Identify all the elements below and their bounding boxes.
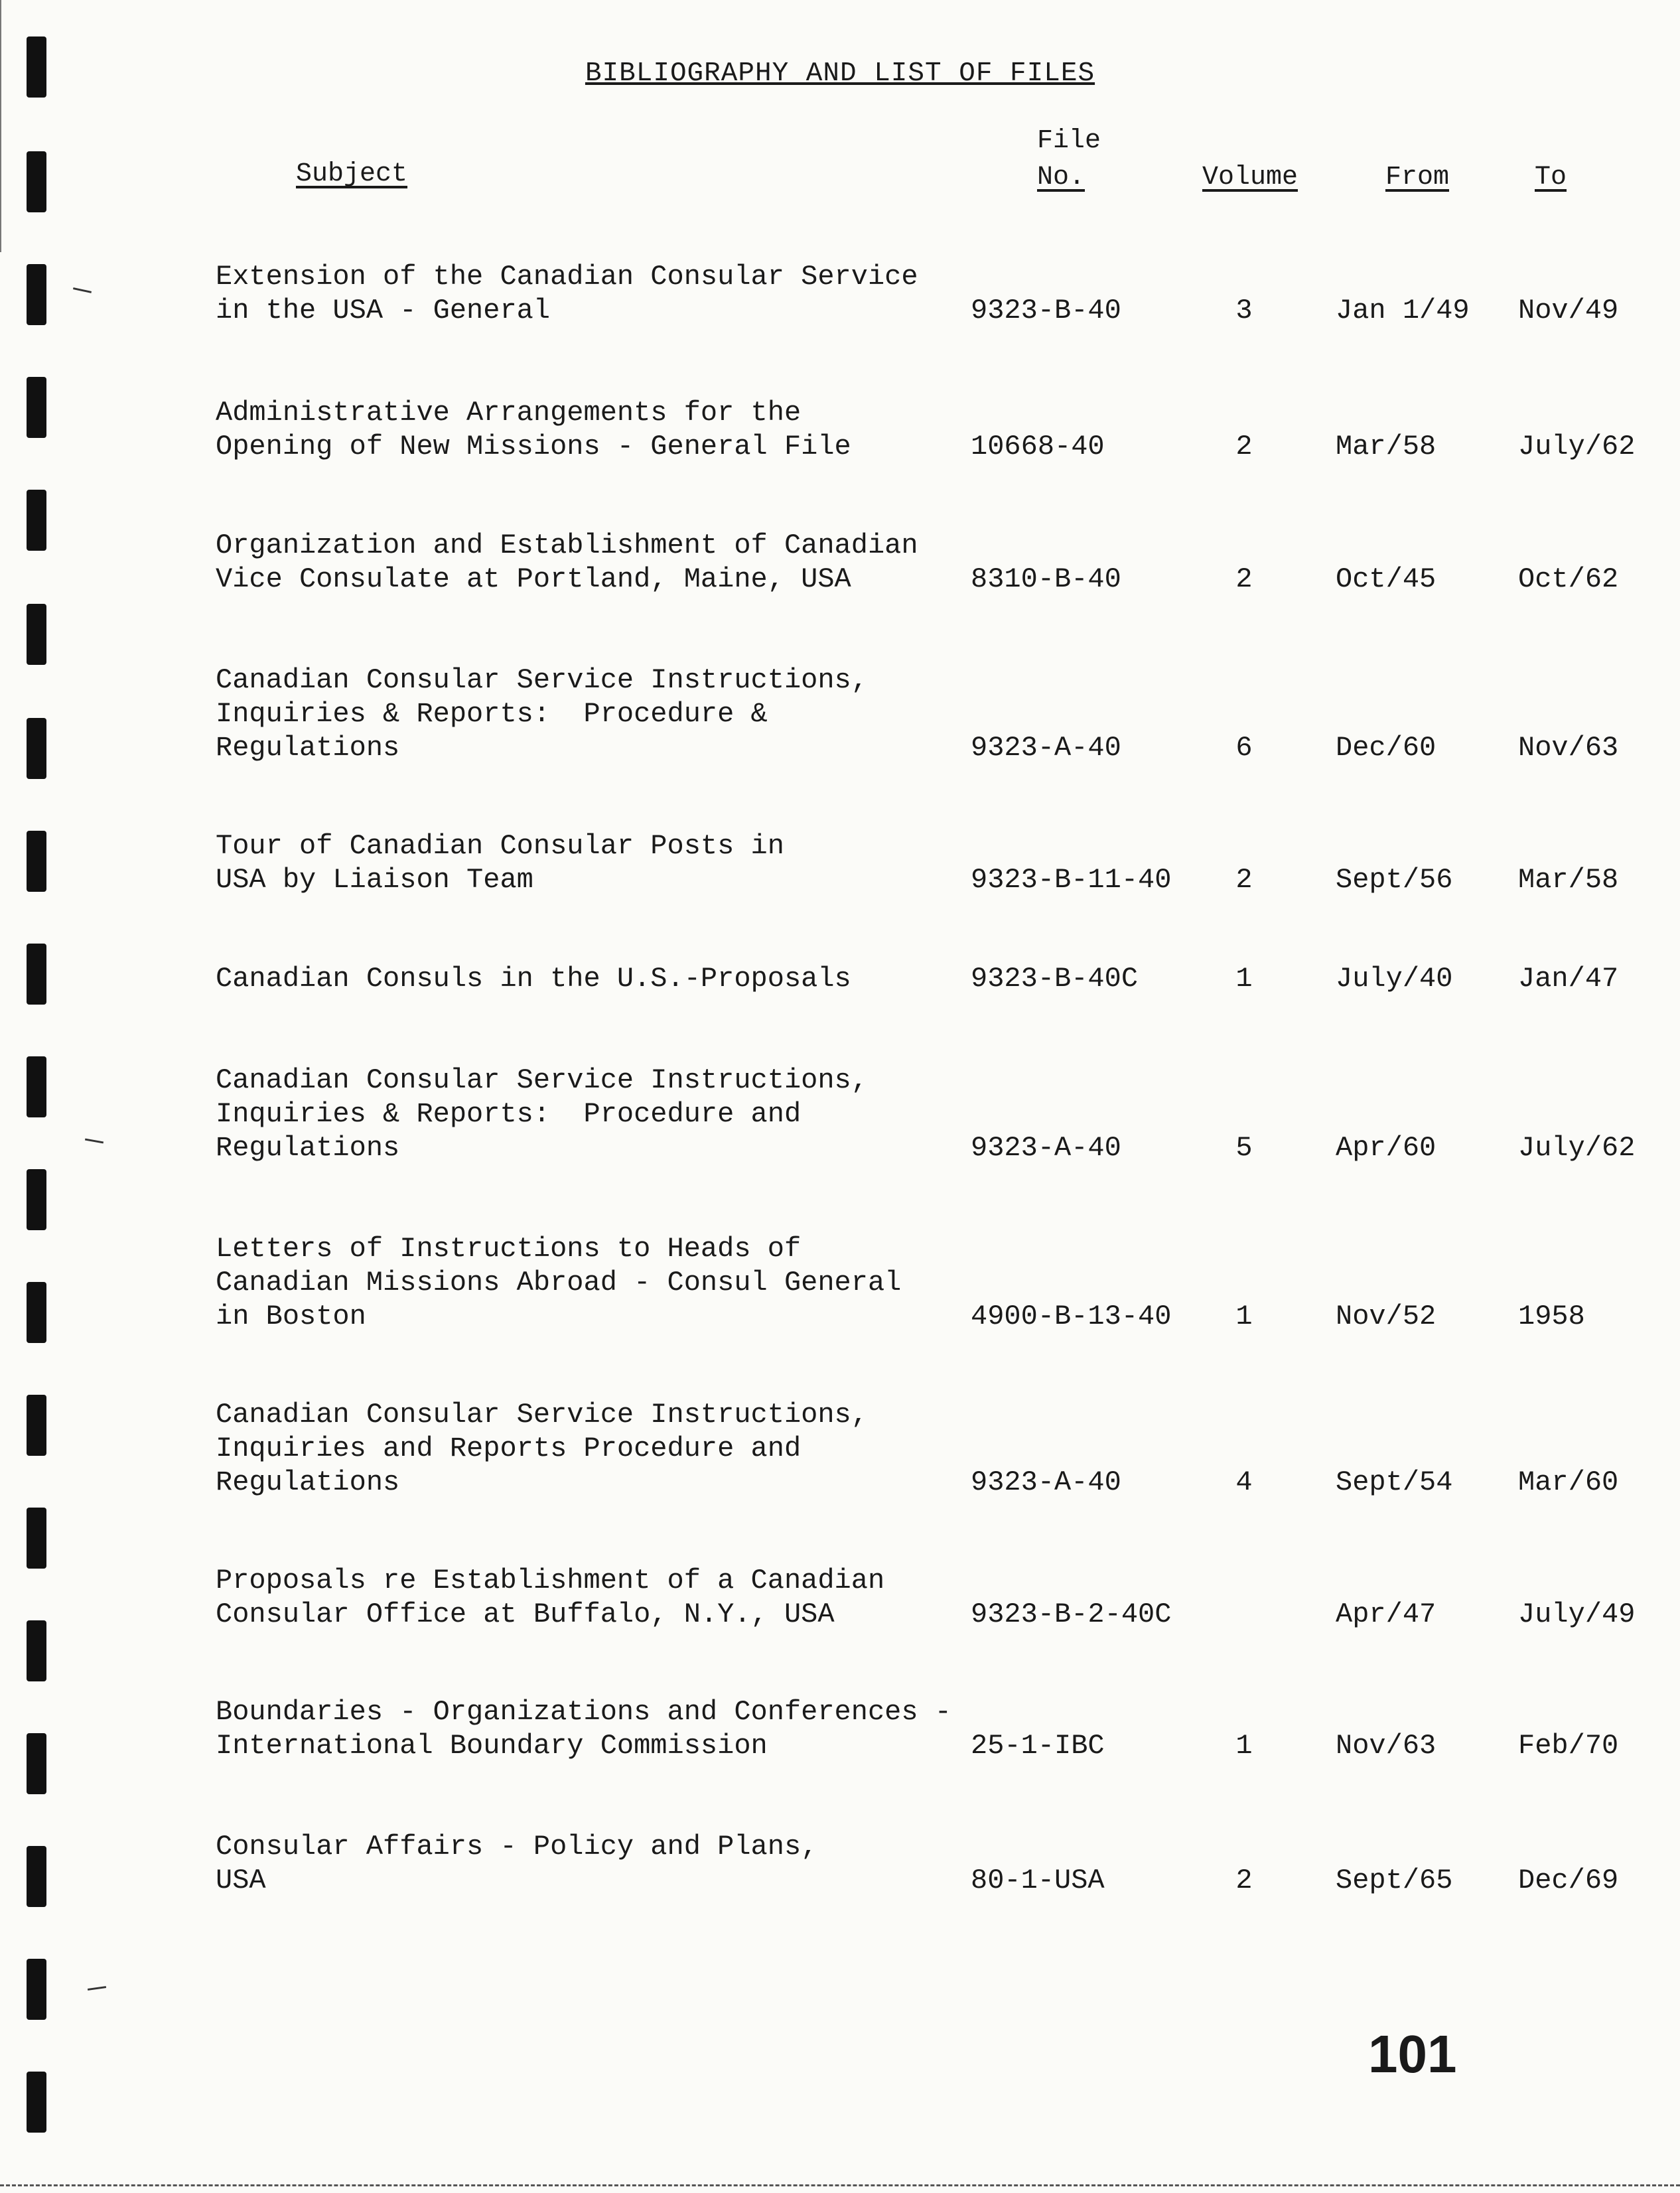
punch-hole [27,1169,46,1230]
row-file-no: 9323-B-40C [971,963,1139,995]
punch-hole [27,1056,46,1117]
punch-hole [27,264,46,325]
row-file-no: 9323-B-40 [971,295,1121,326]
row-to: Jan/47 [1518,963,1619,995]
row-subject: Consular Affairs - Policy and Plans, USA [216,1831,818,1896]
row-to: 1958 [1518,1301,1585,1332]
row-from: Apr/47 [1336,1598,1436,1630]
row-subject: Canadian Consular Service Instructions, Inquiries and Reports Procedure and Regulations [216,1399,868,1498]
header-to: To [1535,163,1567,192]
row-subject: Canadian Consuls in the U.S.-Proposals [216,963,851,995]
row-from: Nov/52 [1336,1301,1436,1332]
punch-hole [27,377,46,438]
row-subject: Canadian Consular Service Instructions, Inquiries & Reports: Procedure and Regulations [216,1064,868,1164]
row-file-no: 9323-B-2-40C [971,1598,1172,1630]
row-from: Sept/54 [1336,1466,1453,1498]
row-subject: Proposals re Establishment of a Canadian Consular Office at Buffalo, N.Y., USA [216,1565,885,1630]
punch-hole [27,718,46,779]
header-file-no-bottom: No. [1037,163,1085,192]
row-volume: 5 [1235,1132,1253,1164]
row-to: July/62 [1518,431,1636,462]
punch-hole [27,151,46,212]
punch-hole [27,1395,46,1456]
row-to: Nov/63 [1518,732,1619,764]
punch-hole [27,1846,46,1907]
row-file-no: 4900-B-13-40 [971,1301,1172,1332]
punch-hole [27,490,46,551]
row-from: Oct/45 [1336,563,1436,595]
row-volume: 2 [1235,864,1253,896]
row-volume: 1 [1235,963,1253,995]
margin-tick [85,1139,104,1144]
row-file-no: 9323-B-11-40 [971,864,1172,896]
margin-line [0,0,1,252]
page-number: 101 [1368,2024,1457,2084]
header-from: From [1385,163,1450,192]
row-to: Dec/69 [1518,1865,1619,1896]
row-volume: 2 [1235,1865,1253,1896]
row-from: Sept/65 [1336,1865,1453,1896]
row-subject: Organization and Establishment of Canadian Vice Consulate at Portland, Maine, USA [216,530,918,595]
header-subject: Subject [296,159,408,189]
header-volume: Volume [1202,163,1298,192]
punch-hole [27,604,46,665]
row-to: Feb/70 [1518,1730,1619,1762]
punch-hole [27,1959,46,2020]
row-volume: 3 [1235,295,1253,326]
row-subject: Tour of Canadian Consular Posts in USA by Liaison Team [216,830,784,896]
row-from: Apr/60 [1336,1132,1436,1164]
punch-hole [27,944,46,1005]
row-subject: Extension of the Canadian Consular Service in the USA - General [216,261,918,326]
row-to: Mar/58 [1518,864,1619,896]
row-to: Mar/60 [1518,1466,1619,1498]
row-subject: Letters of Instructions to Heads of Canadian Missions Abroad - Consul General in Boston [216,1233,902,1332]
row-volume: 1 [1235,1730,1253,1762]
row-from: Jan 1/49 [1336,295,1470,326]
row-subject: Canadian Consular Service Instructions, Inquiries & Reports: Procedure & Regulations [216,664,868,764]
punch-hole [27,1620,46,1681]
row-from: Mar/58 [1336,431,1436,462]
row-from: Nov/63 [1336,1730,1436,1762]
row-to: Nov/49 [1518,295,1619,326]
margin-tick [73,287,92,293]
row-subject: Boundaries - Organizations and Conferences - International Boundary Commission [216,1696,951,1762]
header-file-no-top: File [1037,126,1101,156]
row-file-no: 9323-A-40 [971,732,1121,764]
row-to: July/49 [1518,1598,1636,1630]
row-to: Oct/62 [1518,563,1619,595]
row-from: July/40 [1336,963,1453,995]
row-volume: 4 [1235,1466,1253,1498]
row-file-no: 10668-40 [971,431,1105,462]
row-to: July/62 [1518,1132,1636,1164]
row-file-no: 80-1-USA [971,1865,1105,1896]
row-volume: 6 [1235,732,1253,764]
row-volume: 2 [1235,563,1253,595]
punch-hole [27,1282,46,1343]
row-from: Sept/56 [1336,864,1453,896]
punch-hole [27,831,46,892]
row-from: Dec/60 [1336,732,1436,764]
punch-hole [27,1733,46,1794]
row-file-no: 25-1-IBC [971,1730,1105,1762]
punch-hole [27,1508,46,1569]
row-volume: 1 [1235,1301,1253,1332]
row-subject: Administrative Arrangements for the Opening of New Missions - General File [216,397,851,462]
row-file-no: 9323-A-40 [971,1466,1121,1498]
row-file-no: 8310-B-40 [971,563,1121,595]
row-volume: 2 [1235,431,1253,462]
page-title: BIBLIOGRAPHY AND LIST OF FILES [585,58,1095,89]
margin-tick [88,1986,106,1991]
row-file-no: 9323-A-40 [971,1132,1121,1164]
page-bottom-edge [0,2184,1680,2186]
punch-hole [27,2072,46,2133]
